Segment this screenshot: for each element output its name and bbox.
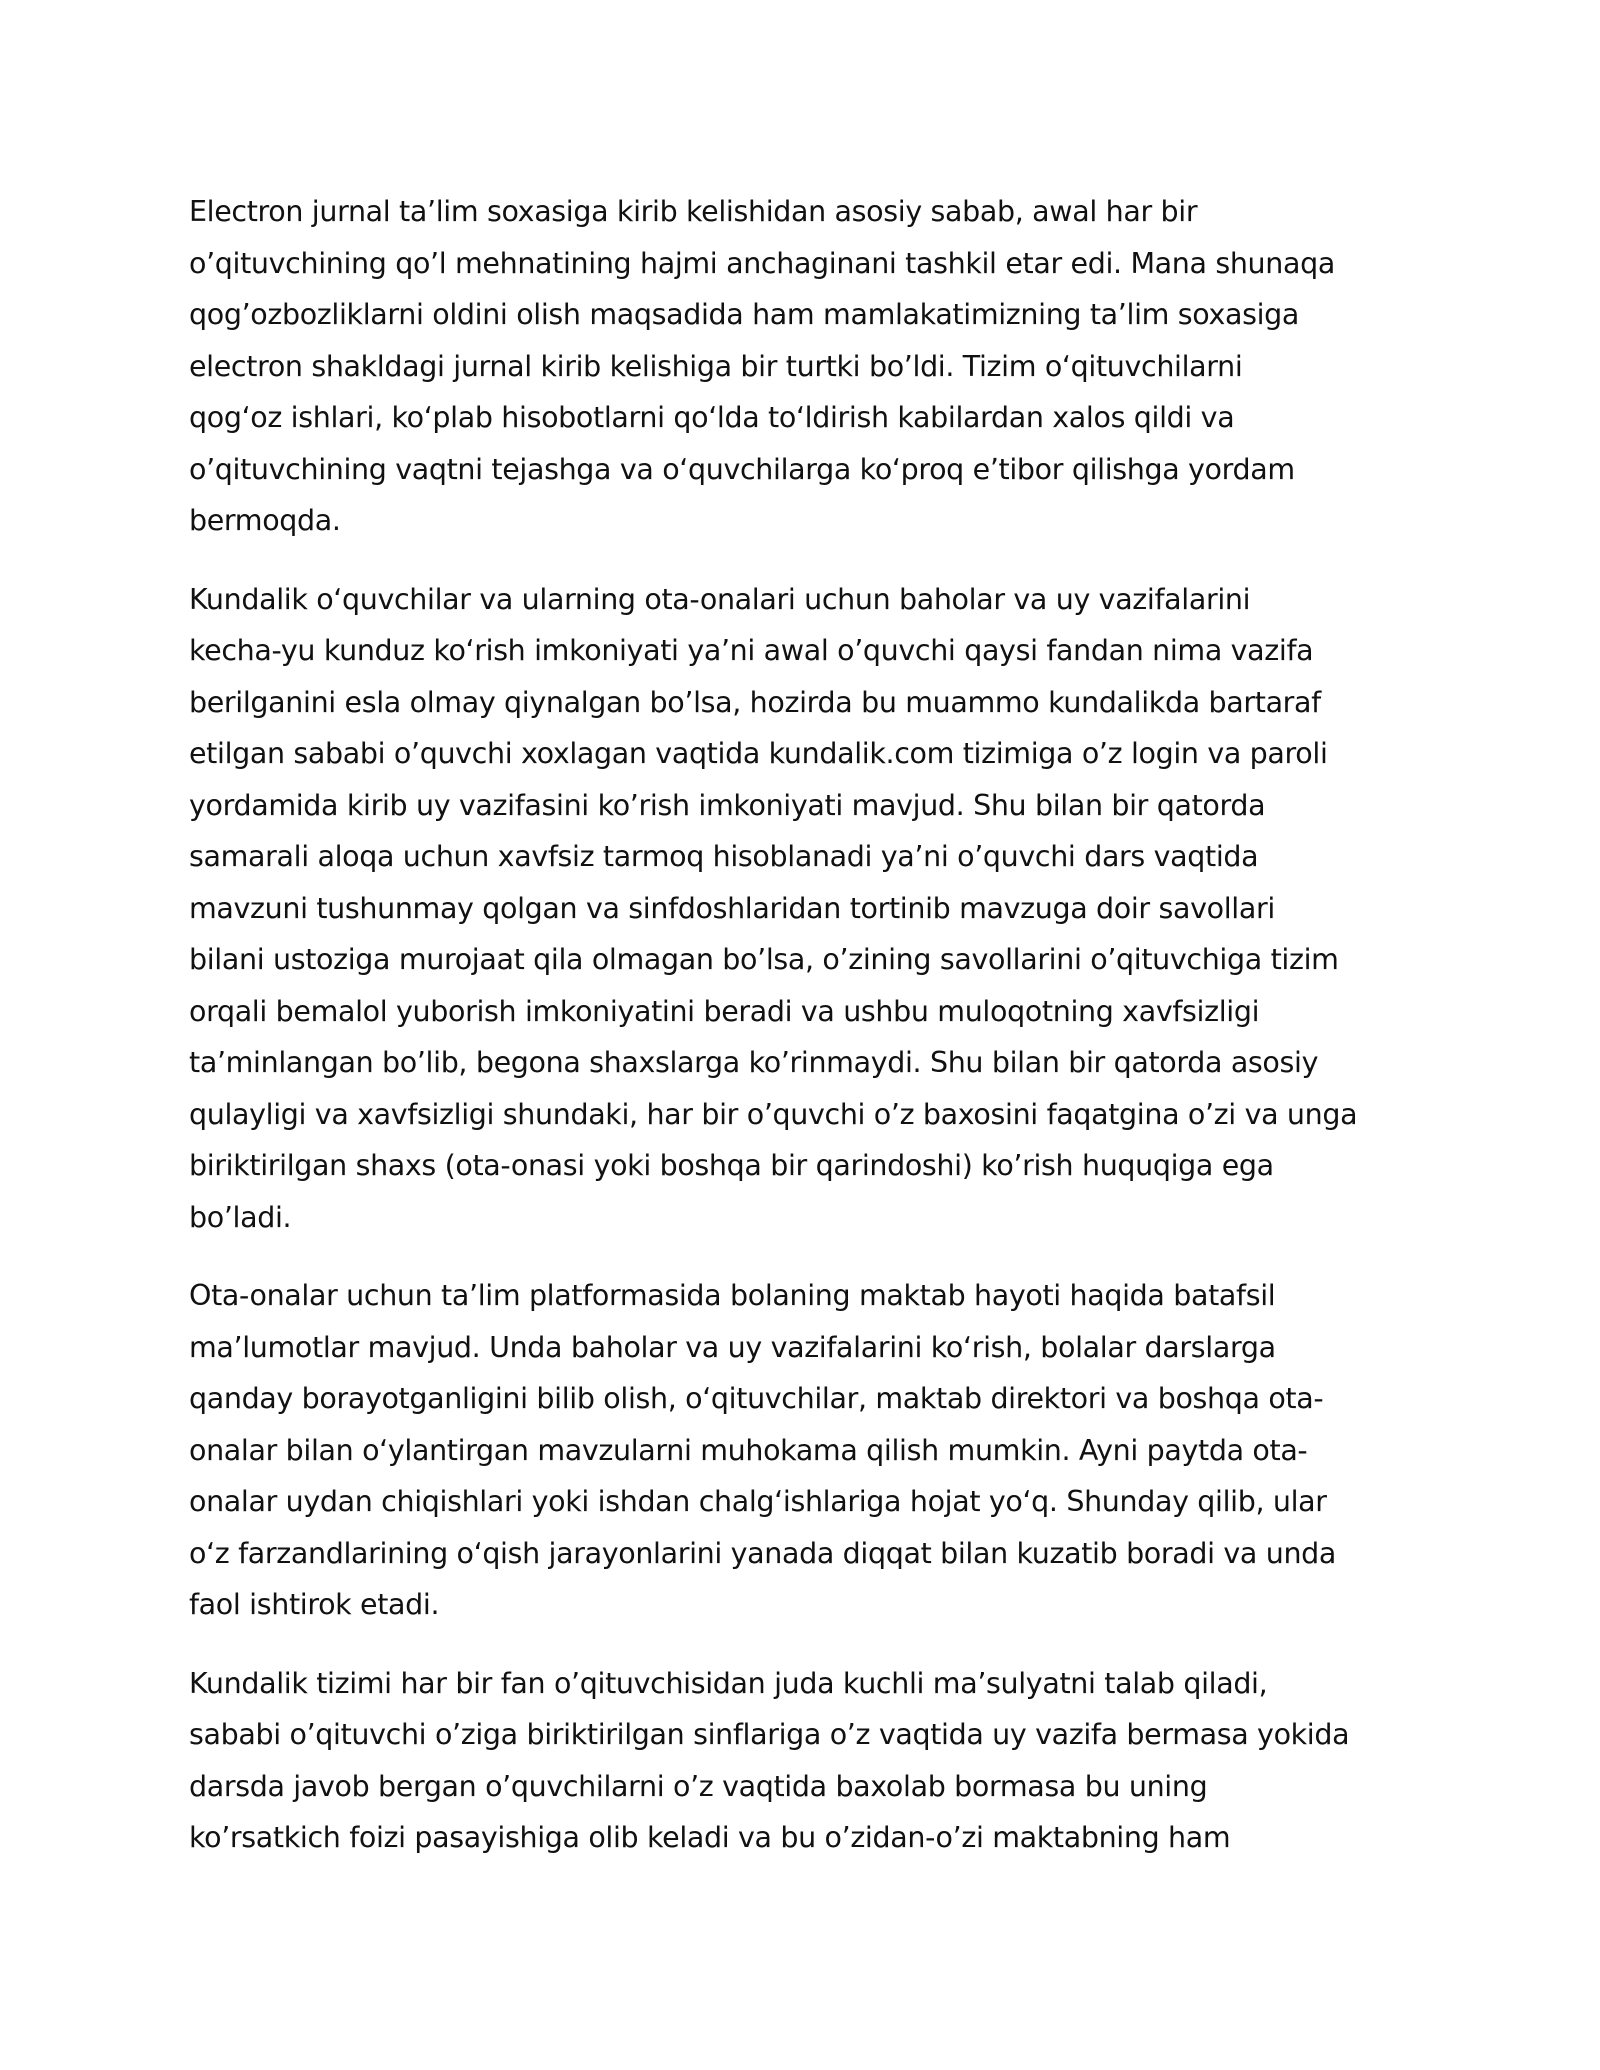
text-line: bermoqda. — [189, 504, 341, 537]
paragraph-1 — [189, 186, 1419, 547]
text-line: darsda javob bergan o’quvchilarni o’z vaqtida baxolab bormasa bu uning — [189, 1769, 1208, 1803]
text-line: o’qituvchining vaqtni tejashga va oʻquvchilarga koʻproq eʼtibor qilishga yordam — [189, 452, 1295, 486]
text-line: etilgan sababi o’quvchi xoxlagan vaqtida kundalik.com tizimiga o’z login va paroli — [189, 737, 1328, 770]
paragraph-3 — [189, 1270, 1419, 1631]
text-line: Kundalik tizimi har bir fan o’qituvchisidan juda kuchli ma’sulyatni talab qiladi, — [189, 1666, 1268, 1700]
paragraph-2 — [189, 574, 1419, 1244]
text-line: samarali aloqa uchun xavfsiz tarmoq hisoblanadi ya’ni o’quvchi dars vaqtida — [189, 840, 1259, 873]
text-line: onalar uydan chiqishlari yoki ishdan chalgʻishlariga hojat yoʻq. Shunday qilib, ular — [189, 1485, 1327, 1518]
text-line: berilganini esla olmay qiynalgan bo’lsa, hozirda bu muammo kundalikda bartaraf — [189, 685, 1321, 719]
text-line: biriktirilgan shaxs (ota-onasi yoki boshqa bir qarindoshi) ko’rish huquqiga ega — [189, 1149, 1274, 1182]
paragraph-4 — [189, 1658, 1419, 1864]
text-line: bo’ladi. — [189, 1200, 292, 1234]
text-line: ta’minlangan bo’lib, begona shaxslarga ko’rinmaydi. Shu bilan bir qatorda asosiy — [189, 1046, 1319, 1079]
text-line: sababi o’qituvchi o’ziga biriktirilgan sinflariga o’z vaqtida uy vazifa bermasa yokida — [189, 1718, 1350, 1751]
text-line: bilani ustoziga murojaat qila olmagan bo’lsa, o’zining savollarini o’qituvchiga tizim — [189, 943, 1339, 976]
document-body — [189, 186, 1419, 1891]
text-line: qulayligi va xavfsizligi shundaki, har bir o’quvchi o’z baxosini faqatgina o’zi va unga — [189, 1097, 1358, 1131]
text-line: ma’lumotlar mavjud. Unda baholar va uy vazifalarini koʻrish, bolalar darslarga — [189, 1330, 1276, 1364]
text-line: Kundalik oʻquvchilar va ularning ota-onalari uchun baholar va uy vazifalarini — [189, 582, 1251, 616]
text-line: mavzuni tushunmay qolgan va sinfdoshlaridan tortinib mavzuga doir savollari — [189, 891, 1275, 925]
text-line: Ota-onalar uchun ta’lim platformasida bolaning maktab hayoti haqida batafsil — [189, 1279, 1276, 1312]
text-line: ko’rsatkich foizi pasayishiga olib keladi va bu o’zidan-o’zi maktabning ham — [189, 1821, 1231, 1854]
text-line: oʻz farzandlarining oʻqish jarayonlarini yanada diqqat bilan kuzatib boradi va unda — [189, 1536, 1337, 1570]
text-line: electron shakldagi jurnal kirib kelishiga bir turtki bo’ldi. Tizim oʻqituvchilarni — [189, 349, 1243, 383]
text-line: orqali bemalol yuborish imkoniyatini beradi va ushbu muloqotning xavfsizligi — [189, 994, 1260, 1028]
text-line: kecha-yu kunduz koʻrish imkoniyati ya’ni awal o’quvchi qaysi fandan nima vazifa — [189, 634, 1314, 667]
text-line: qog’ozbozliklarni oldini olish maqsadida ham mamlakatimizning ta’lim soxasiga — [189, 298, 1300, 331]
text-line: onalar bilan oʻylantirgan mavzularni muhokama qilish mumkin. Ayni paytda ota- — [189, 1433, 1308, 1467]
text-line: Electron jurnal ta’lim soxasiga kirib kelishidan asosiy sabab, awal har bir — [189, 195, 1198, 228]
text-line: yordamida kirib uy vazifasini ko’rish imkoniyati mavjud. Shu bilan bir qatorda — [189, 788, 1266, 822]
text-line: qogʻoz ishlari, koʻplab hisobotlarni qoʻlda toʻldirish kabilardan xalos qildi va — [189, 401, 1235, 434]
text-line: faol ishtirok etadi. — [189, 1588, 440, 1621]
text-line: qanday borayotganligini bilib olish, oʻqituvchilar, maktab direktori va boshqa ota- — [189, 1382, 1324, 1415]
text-line: o’qituvchining qo’l mehnatining hajmi anchaginani tashkil etar edi. Mana shunaqa — [189, 246, 1335, 280]
